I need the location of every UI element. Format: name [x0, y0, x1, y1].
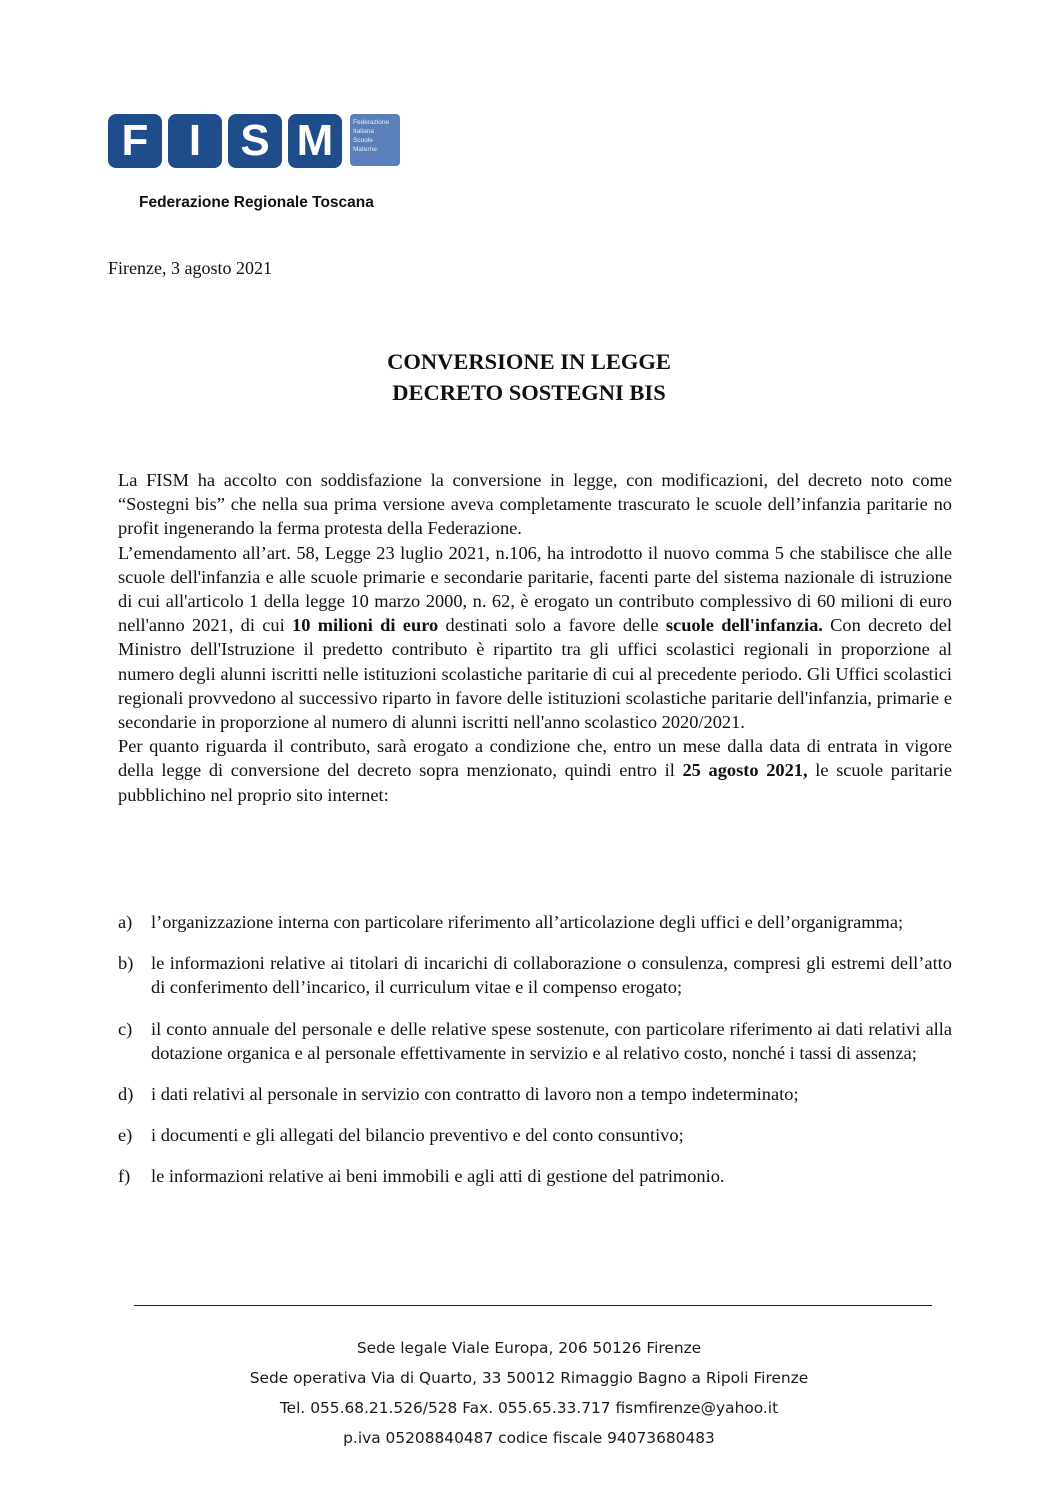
footer	[0, 1333, 1058, 1453]
footer-divider	[134, 1305, 932, 1306]
logo-letter-m: M	[288, 114, 342, 168]
paragraph-2	[118, 541, 952, 735]
list-item-text: il conto annuale del personale e delle relative spese sostenute, con particolare riferimento ai dati relativi alla dotazione organica e al personale effettivamente in servizio e al relativo costo, nonché i tassi di assenza;	[151, 1018, 952, 1063]
logo-letter-i: I	[168, 114, 222, 168]
title-line-1: CONVERSIONE IN LEGGE	[387, 349, 671, 374]
bold-school-type: scuole dell'infanzia.	[665, 615, 823, 636]
title-line-2: DECRETO SOSTEGNI BIS	[392, 380, 666, 405]
logo-letter-s: S	[228, 114, 282, 168]
bold-deadline: 25 agosto 2021,	[682, 760, 808, 781]
list-marker: c)	[118, 1018, 133, 1039]
list-item	[118, 1123, 952, 1147]
paragraph-1: La FISM ha accolto con soddisfazione la conversione in legge, con modificazioni, del decreto noto come “Sostegni bis” che nella sua prima versione aveva completamente trascurato le scuole dell’infanzia paritarie no profit ingenerando la ferma protesta della Federazione.	[118, 470, 952, 539]
list-marker: d)	[118, 1084, 134, 1105]
logo-tagline-line: Italiana	[353, 128, 374, 135]
paragraph-2-text: Con decreto del Ministro dell'Istruzione il predetto contributo è ripartito tra gli uffici scolastici regionali in proporzione al numero degli alunni iscritti nelle istituzioni scolastiche paritarie di cui al precedente periodo. Gli Uffici scolastici regionali provvedono al successivo riparto in favore delle istituzioni scolastiche paritarie dell'infanzia, primarie e secondarie in proporzione al numero di alunni iscritti nell'anno scolastico 2020/2021.	[118, 615, 952, 733]
list-marker: f)	[118, 1166, 131, 1187]
footer-operating-address: Sede operativa Via di Quarto, 33 50012 Rimaggio Bagno a Ripoli Firenze	[249, 1369, 809, 1387]
list-item-text: l’organizzazione interna con particolare riferimento all’articolazione degli uffici e dell’organigramma;	[151, 912, 904, 932]
logo-letter-f: F	[108, 114, 162, 168]
bold-amount: 10 milioni di euro	[292, 615, 439, 636]
list-item-text: i dati relativi al personale in servizio con contratto di lavoro non a tempo indeterminato;	[151, 1084, 799, 1105]
paragraph-3-text: le scuole paritarie pubblichino nel proprio sito internet:	[118, 760, 952, 805]
list-item	[118, 951, 952, 999]
list-item-text: le informazioni relative ai titolari di incarichi di collaborazione o consulenza, compresi gli estremi dell’atto di conferimento dell’incarico, il curriculum vitae e il compenso erogato;	[151, 953, 952, 998]
list-marker: b)	[118, 953, 134, 974]
date-line: Firenze, 3 agosto 2021	[108, 258, 272, 278]
list-item	[118, 910, 952, 934]
document-title	[0, 346, 1058, 408]
logo-tagline-line: Federazione	[353, 119, 390, 126]
footer-contacts: Tel. 055.68.21.526/528 Fax. 055.65.33.717 fismfirenze@yahoo.it	[279, 1399, 779, 1417]
paragraph-3-text: Per quanto riguarda il contributo, sarà erogato a condizione che, entro un mese dalla data di entrata in vigore della legge di conversione del decreto sopra menzionato, quindi entro il	[118, 736, 952, 781]
paragraph-2-text: destinati solo a favore delle	[438, 615, 666, 636]
fism-logo	[108, 114, 400, 168]
list-item	[118, 1082, 952, 1106]
list-marker: a)	[118, 912, 133, 932]
list-item-text: i documenti e gli allegati del bilancio preventivo e del conto consuntivo;	[151, 1125, 684, 1146]
list-item-text: le informazioni relative ai beni immobili e agli atti di gestione del patrimonio.	[151, 1166, 725, 1187]
footer-legal-address: Sede legale Viale Europa, 206 50126 Firenze	[356, 1339, 702, 1357]
logo-tagline	[350, 114, 400, 166]
footer-tax-info: p.iva 05208840487 codice fiscale 94073680483	[343, 1429, 715, 1447]
list-item	[118, 1164, 952, 1188]
paragraph-3	[118, 734, 952, 807]
list-marker: e)	[118, 1125, 133, 1146]
logo-tagline-line: Scuole	[353, 137, 373, 144]
list-item	[118, 1017, 952, 1065]
requirements-list	[118, 910, 952, 1206]
federation-name: Federazione Regionale Toscana	[139, 194, 374, 211]
paragraph-2-text: L’emendamento all’art. 58, Legge 23 luglio 2021, n.106, ha introdotto il nuovo comma 5 che stabilisce che alle scuole dell'infanzia e alle scuole primarie e secondarie paritarie, facenti parte del sistema nazionale di istruzione di cui all'articolo 1 della legge 10 marzo 2000, n. 62, è erogato un contributo complessivo di 60 milioni di euro nell'anno 2021, di cui	[118, 542, 952, 636]
logo-tagline-line: Materne	[353, 146, 377, 153]
body-text	[118, 468, 952, 807]
